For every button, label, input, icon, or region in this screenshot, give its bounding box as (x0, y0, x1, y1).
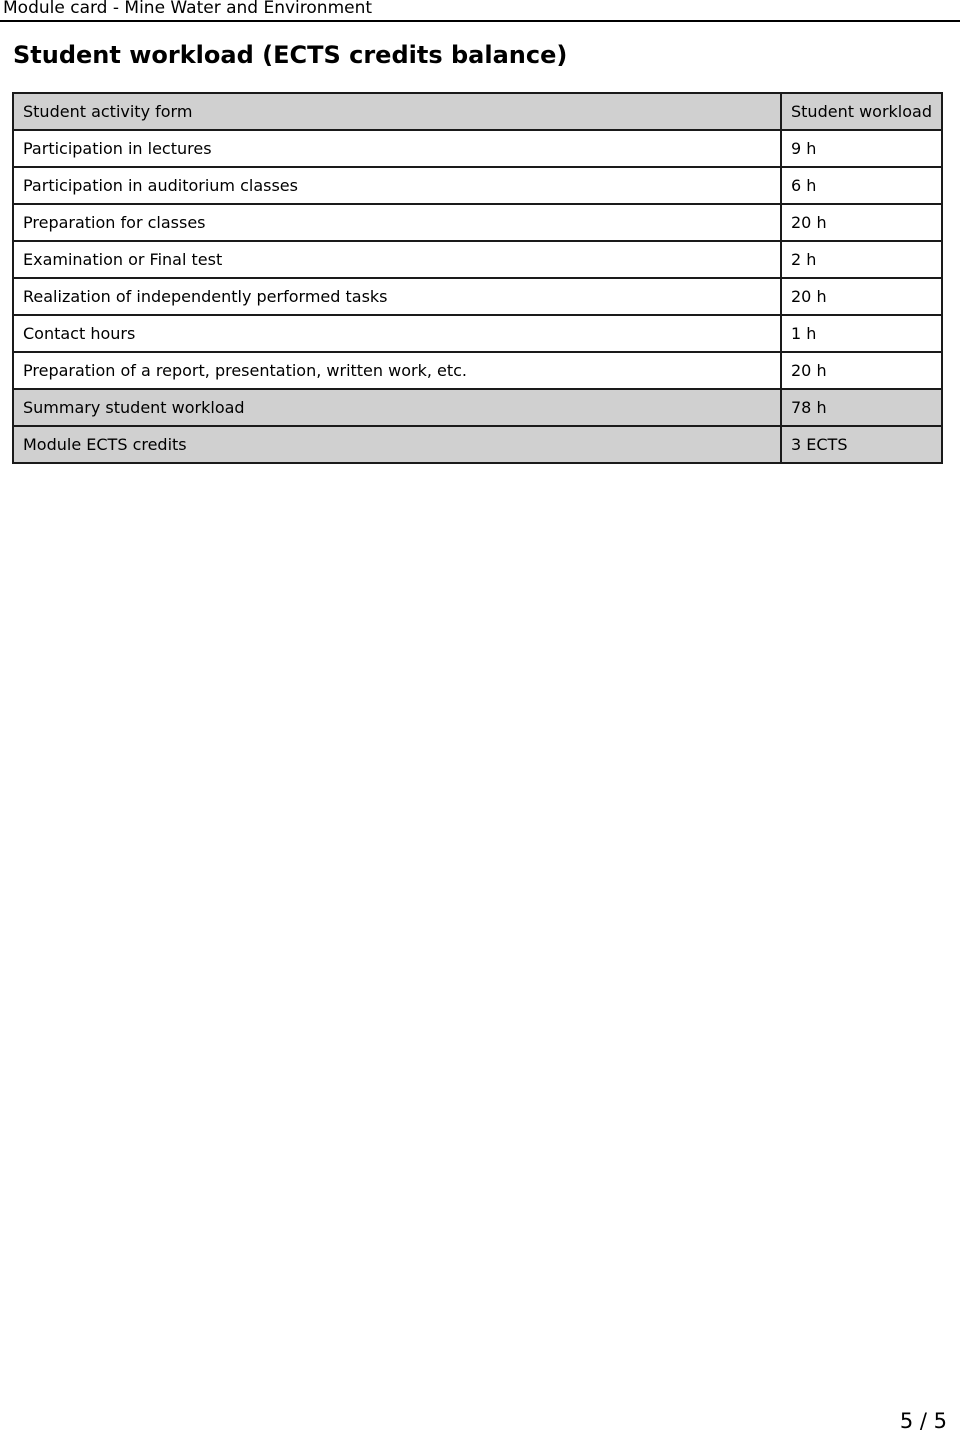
column-header-workload: Student workload (781, 93, 942, 130)
activity-cell: Examination or Final test (13, 241, 781, 278)
activity-cell: Participation in auditorium classes (13, 167, 781, 204)
activity-cell: Preparation of a report, presentation, written work, etc. (13, 352, 781, 389)
ects-credits-value: 3 ECTS (781, 426, 942, 463)
activity-cell: Participation in lectures (13, 130, 781, 167)
activity-cell: Contact hours (13, 315, 781, 352)
table-row (13, 130, 942, 167)
page-number: 5 / 5 (899, 1409, 947, 1433)
table-row (13, 278, 942, 315)
summary-value: 78 h (781, 389, 942, 426)
running-header (0, 0, 960, 22)
ects-credits-row (13, 426, 942, 463)
summary-row (13, 389, 942, 426)
workload-cell: 20 h (781, 204, 942, 241)
section-title: Student workload (ECTS credits balance) (13, 41, 568, 69)
summary-label: Summary student workload (13, 389, 781, 426)
table-row (13, 167, 942, 204)
workload-cell: 6 h (781, 167, 942, 204)
running-title: Module card - Mine Water and Environment (3, 0, 373, 18)
workload-cell: 9 h (781, 130, 942, 167)
table-header-row (13, 93, 942, 130)
workload-cell: 1 h (781, 315, 942, 352)
workload-table (12, 92, 943, 464)
workload-cell: 20 h (781, 352, 942, 389)
table-row (13, 315, 942, 352)
activity-cell: Realization of independently performed tasks (13, 278, 781, 315)
workload-cell: 20 h (781, 278, 942, 315)
table-row (13, 204, 942, 241)
ects-credits-label: Module ECTS credits (13, 426, 781, 463)
column-header-activity: Student activity form (13, 93, 781, 130)
table-row (13, 241, 942, 278)
table-row (13, 352, 942, 389)
workload-cell: 2 h (781, 241, 942, 278)
activity-cell: Preparation for classes (13, 204, 781, 241)
